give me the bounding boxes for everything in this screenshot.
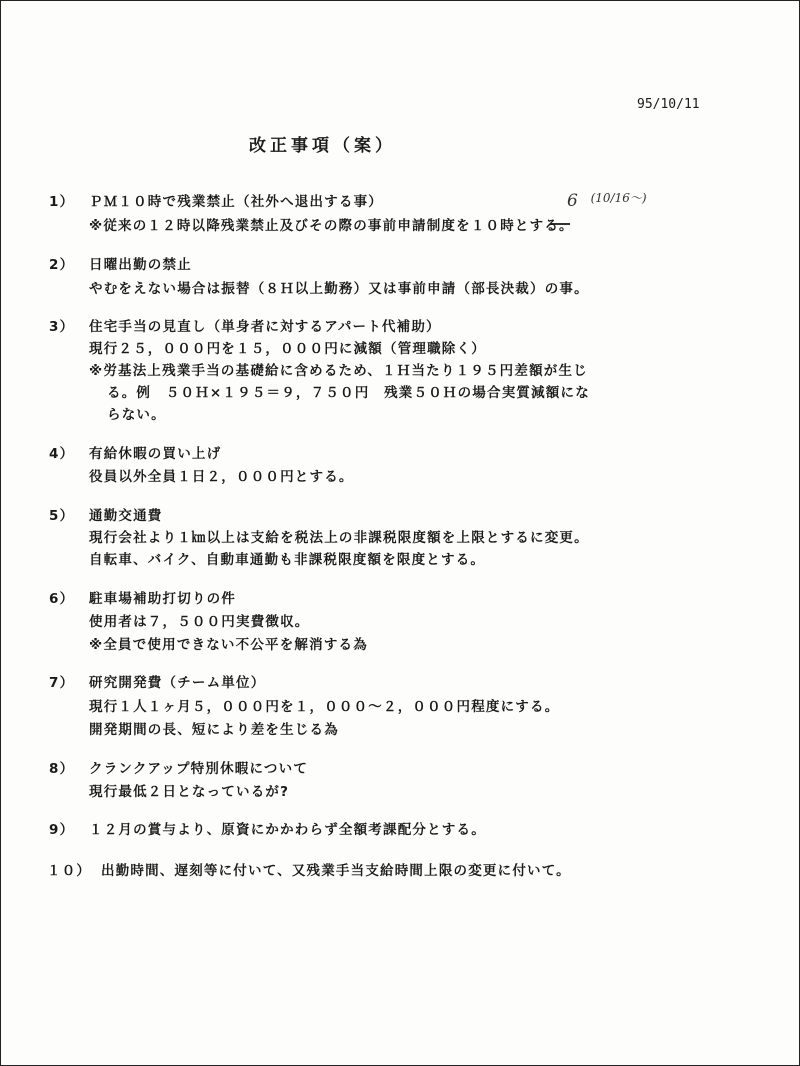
- item-number: 9）: [49, 822, 75, 838]
- document-date: 95/10/11: [637, 97, 700, 112]
- item-number: 7）: [49, 675, 75, 691]
- item-line: ※従来の１２時以降残業禁止及びその際の事前申請制度を１０時とする。: [89, 218, 574, 234]
- item-line: ※全員で使用できない不公平を解消する為: [89, 637, 368, 653]
- handwritten-note-value: 6: [567, 191, 578, 211]
- item-number: １０）: [47, 863, 92, 879]
- item-line: 現行最低２日となっているが?: [89, 784, 290, 800]
- item-number: 2）: [49, 257, 75, 273]
- item-line: 自転車、バイク、自動車通勤も非課税限度額を限度とする。: [89, 552, 486, 568]
- item-number: 1）: [49, 194, 75, 210]
- item-heading: １２月の賞与より、原資にかかわらず全額考課配分とする。: [89, 822, 486, 838]
- item-number: 8）: [49, 761, 75, 777]
- item-number: 4）: [49, 446, 75, 462]
- item-heading: ＰＭ１０時で残業禁止（社外へ退出する事）: [89, 194, 383, 210]
- item-line: 役員以外全員１日２，０００円とする。: [89, 469, 354, 485]
- item-line: 使用者は７，５００円実費徴収。: [89, 614, 310, 630]
- item-heading: 出勤時間、遅刻等に付いて、又残業手当支給時間上限の変更に付いて。: [101, 863, 571, 879]
- item-line: ※労基法上残業手当の基礎給に含めるため、１Ｈ当たり１９５円差額が生じ: [89, 363, 588, 379]
- item-line: 現行２５，０００円を１５，０００円に減額（管理職除く）: [89, 341, 486, 357]
- item-heading: 日曜出勤の禁止: [89, 257, 192, 273]
- item-line: 開発期間の長、短により差を生じる為: [89, 722, 339, 738]
- item-heading: 有給休暇の買い上げ: [89, 446, 222, 462]
- handwritten-note-date: (10/16〜): [590, 191, 647, 205]
- item-heading: クランクアップ特別休暇について: [89, 761, 309, 777]
- item-heading: 研究開発費（チーム単位）: [89, 675, 266, 691]
- item-heading: 通勤交通費: [89, 508, 163, 524]
- item-line: 現行会社より１㎞以上は支給を税法上の非課税限度額を上限とするに変更。: [89, 530, 589, 546]
- item-line: らない。: [107, 407, 166, 423]
- item-line: やむをえない場合は振替（８Ｈ以上勤務）又は事前申請（部長決裁）の事。: [89, 281, 589, 297]
- item-heading: 駐車場補助打切りの件: [89, 591, 236, 607]
- item-number: 5）: [49, 508, 75, 524]
- document-title: 改正事項（案）: [249, 136, 396, 156]
- item-line: 現行１人１ヶ月５，０００円を１，０００〜２，０００円程度にする。: [89, 699, 560, 715]
- item-number: 6）: [49, 591, 75, 607]
- handwritten-note: [567, 189, 647, 211]
- item-number: 3）: [49, 319, 75, 335]
- item-heading: 住宅手当の見直し（単身者に対するアパート代補助）: [89, 319, 441, 335]
- item-line: る。例 ５０Ｈ×１９５＝９，７５０円 残業５０Ｈの場合実質減額にな: [107, 385, 590, 401]
